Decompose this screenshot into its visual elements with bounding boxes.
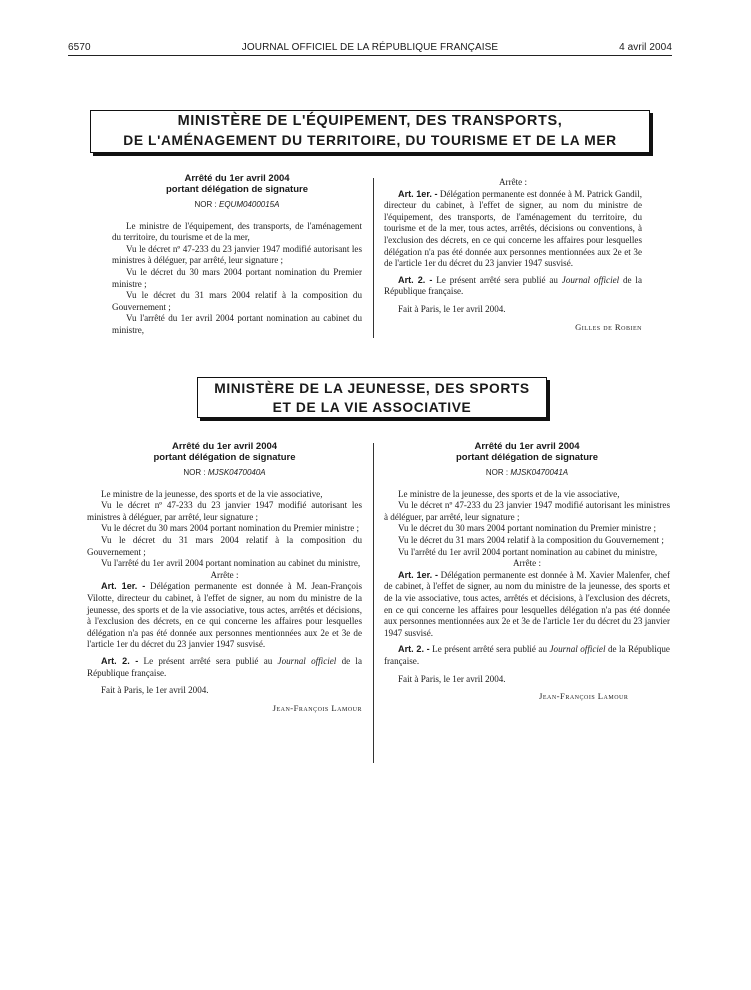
- nor-code: MJSK0470041A: [510, 468, 569, 477]
- article-2-post: de la République française.: [384, 274, 642, 297]
- visa-paragraph: Vu le décret du 31 mars 2004 relatif à la composition du Gouvernement ;: [87, 534, 362, 557]
- nor-reference: [87, 467, 362, 479]
- column-separator: [373, 443, 374, 763]
- signature: Jean-François Lamour: [539, 691, 629, 702]
- arrete-heading: Arrête :: [498, 177, 528, 187]
- article-2-post: de la République française.: [384, 644, 670, 666]
- article-2: [384, 275, 642, 298]
- nor-code: MJSK0470040A: [207, 468, 266, 477]
- column-separator: [373, 178, 374, 338]
- article-2-label: Art. 2. -: [398, 644, 430, 655]
- nor-label: NOR :: [485, 468, 511, 477]
- decree-title: [87, 441, 362, 463]
- visa-paragraph: Vu l'arrêté du 1er avril 2004 portant nomination au cabinet du ministre,: [101, 558, 361, 569]
- article-2-label: Art. 2. -: [101, 655, 139, 666]
- decree-title-line2: portant délégation de signature: [153, 452, 296, 463]
- journal-officiel-ref: Journal officiel: [277, 655, 337, 666]
- fait-a-paris: Fait à Paris, le 1er avril 2004.: [398, 303, 506, 314]
- nor-reference: [112, 199, 362, 211]
- visa-paragraph: Vu le décret nº 47-233 du 23 janvier 1947 modifié autorisant les ministres à déléguer, par arrêté, leur signature ;: [87, 500, 362, 522]
- ministry-title-line1: MINISTÈRE DE L'ÉQUIPEMENT, DES TRANSPORTS,: [177, 113, 563, 129]
- visa-paragraph: Le ministre de la jeunesse, des sports et de la vie associative,: [101, 488, 323, 499]
- article-1-text: Délégation permanente est donnée à M. Patrick Gandil, directeur du cabinet, à l'effet de signer, au nom du ministre de l'équipement, des transports, de l'aménagement du territoire, du tourisme et de la mer, tous actes, arrêtés, décisions ou conventions, à l'exclusion des décrets, en ce qui concerne les affaires pour lesquelles délégation n'a pas été donnée aux personnes mentionnées aux 2e et 3e de l'article 1er du décret du 23 janvier 1947 susvisé.: [384, 188, 642, 269]
- nor-reference: [384, 467, 670, 479]
- journal-title: JOURNAL OFFICIEL DE LA RÉPUBLIQUE FRANÇAISE: [241, 42, 499, 53]
- visa-paragraph: Vu le décret du 30 mars 2004 portant nomination du Premier ministre ;: [112, 266, 362, 289]
- visa-paragraph: Vu l'arrêté du 1er avril 2004 portant nomination au cabinet du ministre,: [398, 546, 658, 557]
- article-1: [384, 189, 642, 270]
- decree-title-line1: Arrêté du 1er avril 2004: [184, 173, 290, 184]
- visa-paragraph: Vu le décret du 31 mars 2004 relatif à la composition du Gouvernement ;: [112, 290, 362, 312]
- visa-paragraph: Vu le décret du 30 mars 2004 portant nomination du Premier ministre ;: [101, 523, 360, 534]
- article-2-pre: Le présent arrêté sera publié au: [138, 655, 278, 666]
- visa-paragraph: Vu le décret du 30 mars 2004 portant nomination du Premier ministre ;: [398, 523, 657, 534]
- decree-title-line2: portant délégation de signature: [456, 452, 598, 463]
- decree-title-line2: portant délégation de signature: [166, 184, 308, 195]
- visa-paragraph: Vu le décret nº 47-233 du 23 janvier 1947 modifié autorisant les ministres à déléguer, par arrêté, leur signature ;: [384, 500, 670, 522]
- ministry-box-equipement: [90, 110, 650, 153]
- article-2-post: de la République française.: [87, 655, 362, 678]
- visa-paragraph: Vu le décret du 31 mars 2004 relatif à la composition du Gouvernement ;: [398, 534, 664, 545]
- decree-title: [112, 173, 362, 195]
- nor-code: EQUM0400015A: [218, 200, 280, 209]
- journal-officiel-ref: Journal officiel: [561, 274, 620, 285]
- fait-a-paris: Fait à Paris, le 1er avril 2004.: [101, 685, 209, 696]
- article-1-text: Délégation permanente est donnée à M. Jean-François Vilotte, directeur du cabinet, à l'effet de signer, au nom du ministre de la jeunesse, des sports et de la vie associative, tous actes, arrêtés et décisions, à l'exclusion des décrets, en ce qui concerne les affaires pour lesquelles délégation n'a pas été donnée aux personnes mentionnées aux 2e et 3e de l'article 1er du décret du 23 janvier 1947 susvisé.: [87, 581, 362, 650]
- visa-paragraph: Le ministre de la jeunesse, des sports et de la vie associative,: [398, 488, 620, 499]
- nor-label: NOR :: [183, 468, 208, 477]
- ministry-box-jeunesse: [197, 377, 547, 418]
- article-1-text: Délégation permanente est donnée à M. Xavier Malenfer, chef de cabinet, à l'effet de signer, au nom du ministre de la jeunesse, des sports et de la vie associative, tous actes, arrêtés et décisions, à l'exclusion des décrets, en ce qui concerne les affaires pour lesquelles délégation n'a pas été donnée aux personnes mentionnées aux 2e et 3e de l'article 1er du décret du 23 janvier 1947 susvisé.: [384, 569, 670, 638]
- decree-jeunesse-col-right: [384, 441, 670, 703]
- decree-title: [384, 441, 670, 463]
- visa-paragraph: Vu l'arrêté du 1er avril 2004 portant nomination au cabinet du ministre,: [112, 313, 362, 335]
- ministry-title-line2: ET DE LA VIE ASSOCIATIVE: [272, 400, 472, 415]
- visa-paragraph: Vu le décret nº 47-233 du 23 janvier 1947 modifié autorisant les ministres à déléguer, par arrêté, leur signature ;: [112, 243, 362, 266]
- article-2: [87, 656, 362, 679]
- issue-date: 4 avril 2004: [619, 42, 672, 53]
- visa-paragraph: Le ministre de l'équipement, des transports, de l'aménagement du territoire, du tourisme et de la mer,: [112, 220, 362, 243]
- signature: Jean-François Lamour: [272, 702, 362, 713]
- decree-title-line1: Arrêté du 1er avril 2004: [474, 441, 580, 452]
- header-rule: [68, 55, 672, 56]
- decree-title-line1: Arrêté du 1er avril 2004: [171, 441, 278, 452]
- article-1-label: Art. 1er. -: [398, 569, 439, 580]
- article-1-label: Art. 1er. -: [101, 581, 146, 592]
- ministry-title-line2: DE L'AMÉNAGEMENT DU TERRITOIRE, DU TOURISME ET DE LA MER: [123, 133, 617, 148]
- article-2-pre: Le présent arrêté sera publié au: [432, 274, 562, 285]
- article-1: [384, 570, 670, 640]
- journal-officiel-ref: Journal officiel: [549, 644, 606, 655]
- decree-jeunesse-col-left: [87, 441, 362, 714]
- nor-label: NOR :: [194, 200, 219, 209]
- article-2-label: Art. 2. -: [398, 274, 433, 285]
- signature: Gilles de Robien: [575, 321, 642, 332]
- article-1-label: Art. 1er. -: [398, 188, 438, 199]
- arrete-heading: Arrête :: [512, 558, 542, 569]
- decree-equipement-col-right: [384, 177, 642, 333]
- article-2-pre: Le présent arrêté sera publié au: [429, 644, 550, 655]
- fait-a-paris: Fait à Paris, le 1er avril 2004.: [398, 673, 506, 684]
- article-1: [87, 581, 362, 651]
- arrete-heading: Arrête :: [210, 569, 239, 580]
- ministry-title-line1: MINISTÈRE DE LA JEUNESSE, DES SPORTS: [214, 381, 530, 396]
- page-number: 6570: [68, 42, 91, 53]
- article-2: [384, 644, 670, 667]
- decree-equipement-col-left: [112, 173, 362, 337]
